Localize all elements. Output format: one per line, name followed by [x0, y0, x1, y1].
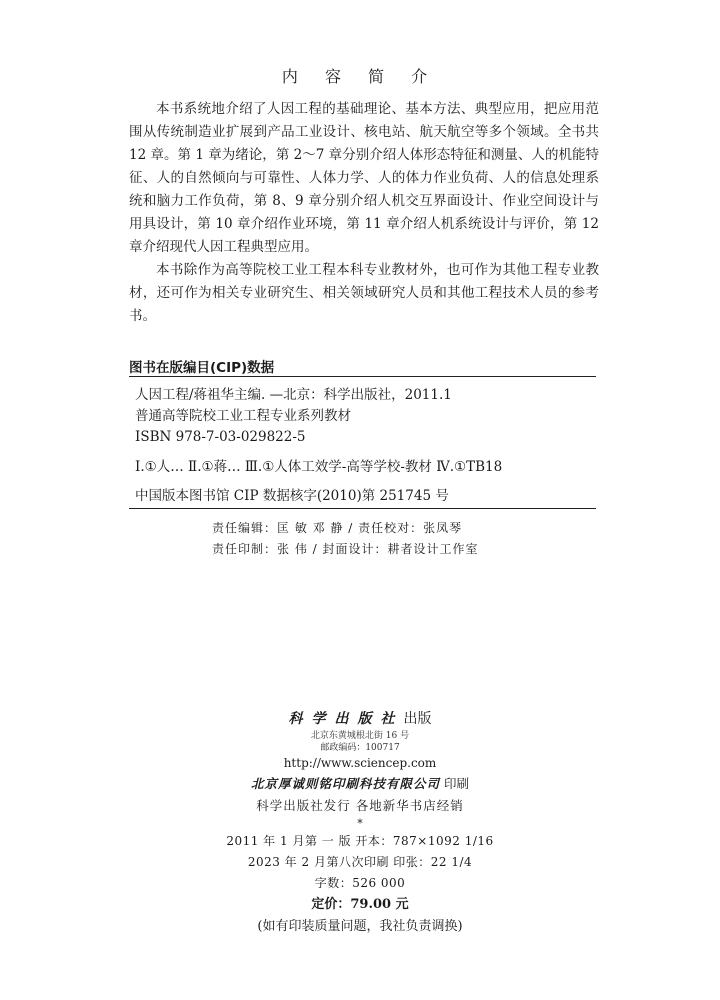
cip-heading: 图书在版编目(CIP)数据: [129, 360, 275, 376]
cip-top-rule: [129, 376, 596, 377]
edition-info: 2011 年 1 月第 一 版 开本：787×1092 1/16: [226, 834, 494, 848]
colophon: [0, 708, 720, 938]
cip-classification: Ⅰ.①人… Ⅱ.①蒋… Ⅲ.①人体工效学-高等学校-教材 Ⅳ.①TB18: [135, 459, 503, 475]
printer-suffix: 印刷: [443, 776, 469, 791]
credits-line-1: 责任编辑：匡 敏 邓 静 / 责任校对：张凤琴: [212, 521, 463, 535]
cip-line-title: 人因工程/蒋祖华主编. —北京：科学出版社，2011.1: [135, 387, 452, 403]
intro-paragraph-2: 本书除作为高等院校工业工程本科专业教材外，也可作为其他工程专业教材，还可作为相关专业研究生、相关领域研究人员和其他工程技术人员的参考书。: [129, 262, 599, 324]
printer-name: 北京厚诚则铭印刷科技有限公司: [250, 776, 440, 791]
cip-line-series: 普通高等院校工业工程专业系列教材: [135, 408, 351, 424]
cip-line-isbn: ISBN 978-7-03-029822-5: [135, 429, 306, 445]
cip-record: [135, 385, 452, 448]
printing-info: 2023 年 2 月第八次印刷 印张：22 1/4: [247, 855, 473, 869]
publisher-suffix: 出版: [403, 711, 432, 727]
intro-paragraph-1: 本书系统地介绍了人因工程的基础理论、基本方法、典型应用，把应用范围从传统制造业扩展到产品工业设计、核电站、航天航空等多个领域。全书共 12 章。第 1 章为绪论，第 2～7 章分别介绍人体形态特征和测量、人的机能特征、人的自然倾向与可靠性、人体力学、人的体力作业负荷、人的信息处理系统和脑力工作负荷，第 8、9 章分别介绍人机交互界面设计、作业空间设计与用具设计，第 10 章介绍作业环境，第 11 章介绍人机系统设计与评价，第 12 章介绍现代人因工程典型应用。: [129, 101, 599, 255]
printer-line: [0, 773, 720, 795]
intro-text: [129, 98, 599, 328]
publisher-name: 科学出版社: [288, 711, 404, 727]
publisher-url: http://www.sciencep.com: [283, 756, 437, 770]
publisher-line: [0, 708, 720, 730]
section-title: 内 容 简 介: [281, 67, 439, 86]
price: 定价：79.00 元: [311, 897, 409, 912]
cip-bottom-rule: [129, 508, 596, 509]
quality-notice: (如有印装质量问题，我社负责调换): [257, 919, 463, 934]
credits-line-2: 责任印制：张 伟 / 封面设计：耕者设计工作室: [212, 542, 479, 556]
distribution: 科学出版社发行 各地新华书店经销: [256, 798, 464, 813]
publisher-address: 北京东黄城根北街 16 号: [310, 731, 410, 741]
publisher-postcode: 邮政编码：100717: [320, 743, 400, 753]
cip-number: 中国版本图书馆 CIP 数据核字(2010)第 251745 号: [135, 488, 449, 504]
separator-star: *: [357, 817, 363, 830]
credits: [212, 518, 479, 560]
word-count: 字数：526 000: [314, 876, 406, 890]
